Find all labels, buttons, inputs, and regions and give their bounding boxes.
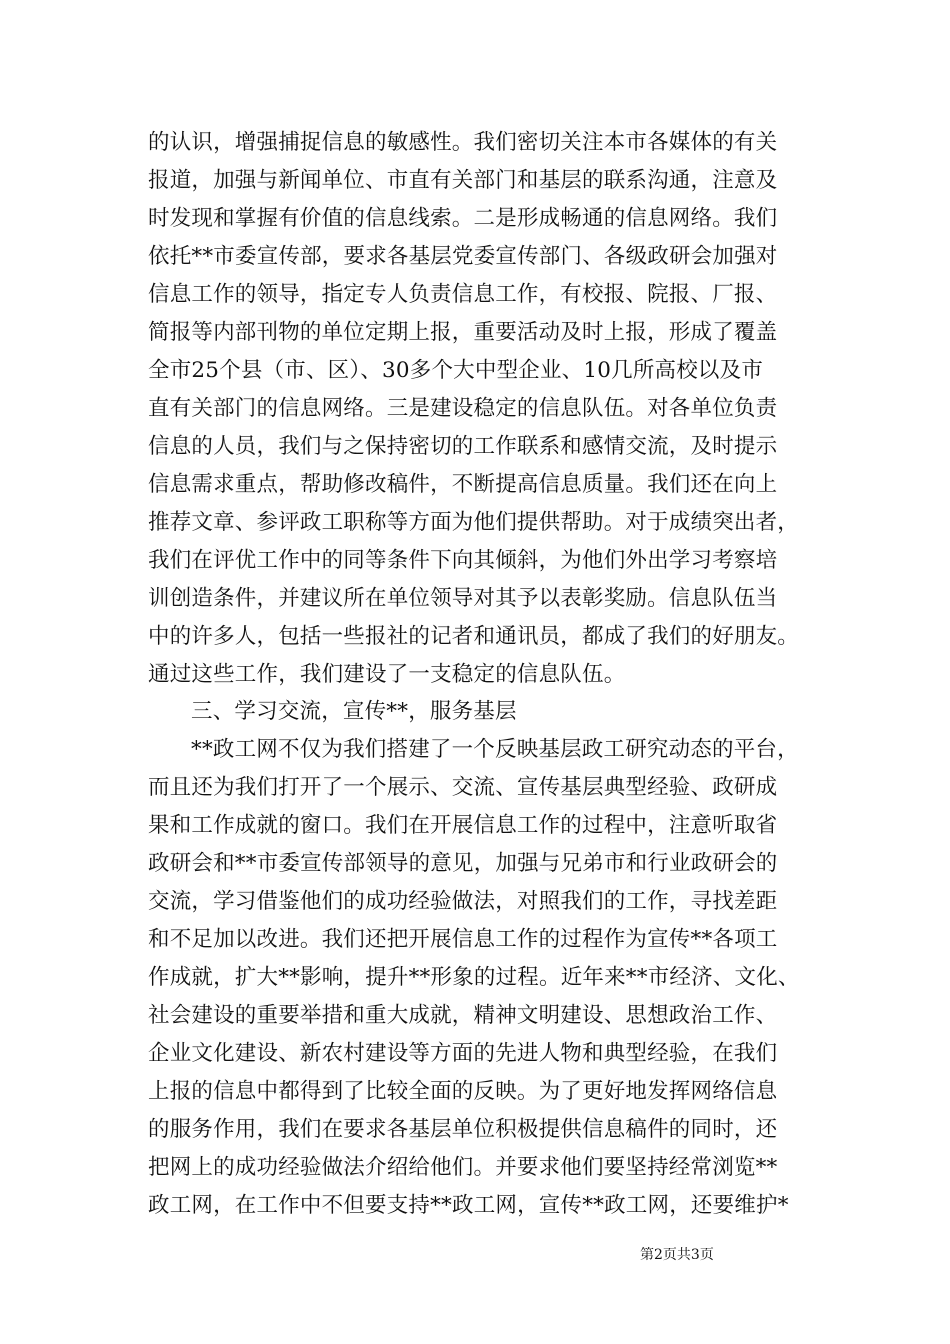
text-line: 作成就，扩大**影响，提升**形象的过程。近年来**市经济、文化、	[148, 965, 800, 990]
text-line: 训创造条件，并建议所在单位领导对其予以表彰奖励。信息队伍当	[148, 586, 778, 611]
text-line: 的服务作用，我们在要求各基层单位积极提供信息稿件的同时，还	[148, 1117, 778, 1142]
text-line: 我们在评优工作中的同等条件下向其倾斜，为他们外出学习考察培	[148, 548, 778, 573]
text-line: 社会建设的重要举措和重大成就，精神文明建设、思想政治工作、	[148, 1003, 778, 1028]
text-line: 政工网，在工作中不但要支持**政工网，宣传**政工网，还要维护*	[148, 1193, 789, 1218]
text-line: 通过这些工作，我们建设了一支稳定的信息队伍。	[148, 662, 626, 687]
text-line: 推荐文章、参评政工职称等方面为他们提供帮助。对于成绩突出者，	[148, 510, 800, 535]
text-line: 中的许多人，包括一些报社的记者和通讯员，都成了我们的好朋友。	[148, 624, 800, 649]
text-line: 而且还为我们打开了一个展示、交流、宣传基层典型经验、政研成	[148, 775, 778, 800]
text-line: 政研会和**市委宣传部领导的意见，加强与兄弟市和行业政研会的	[148, 851, 778, 876]
text-line: 信息需求重点，帮助修改稿件，不断提高信息质量。我们还在向上	[148, 472, 778, 497]
text-line: 时发现和掌握有价值的信息线索。二是形成畅通的信息网络。我们	[148, 206, 778, 231]
text-line: 全市25个县（市、区）、30多个大中型企业、10几所高校以及市	[148, 358, 764, 383]
text-line: 企业文化建设、新农村建设等方面的先进人物和典型经验，在我们	[148, 1041, 778, 1066]
text-line: 和不足加以改进。我们还把开展信息工作的过程作为宣传**各项工	[148, 927, 778, 952]
page-number: 第2页共3页	[640, 1247, 714, 1263]
section-heading: 三、学习交流，宣传**，服务基层	[191, 699, 517, 724]
text-line: 的认识，增强捕捉信息的敏感性。我们密切关注本市各媒体的有关	[148, 130, 778, 155]
text-line: 信息的人员，我们与之保持密切的工作联系和感情交流，及时提示	[148, 434, 778, 459]
text-line: 上报的信息中都得到了比较全面的反映。为了更好地发挥网络信息	[148, 1079, 778, 1104]
text-line: 依托**市委宣传部，要求各基层党委宣传部门、各级政研会加强对	[148, 244, 778, 269]
text-line: 简报等内部刊物的单位定期上报，重要活动及时上报，形成了覆盖	[148, 320, 778, 345]
text-line: 把网上的成功经验做法介绍给他们。并要求他们要坚持经常浏览**	[148, 1155, 778, 1180]
text-line: 信息工作的领导，指定专人负责信息工作，有校报、院报、厂报、	[148, 282, 778, 307]
text-line: 直有关部门的信息网络。三是建设稳定的信息队伍。对各单位负责	[148, 396, 778, 421]
text-line: 交流，学习借鉴他们的成功经验做法，对照我们的工作，寻找差距	[148, 889, 778, 914]
text-line: 果和工作成就的窗口。我们在开展信息工作的过程中，注意听取省	[148, 813, 778, 838]
text-line: 报道，加强与新闻单位、市直有关部门和基层的联系沟通，注意及	[148, 168, 778, 193]
text-line: **政工网不仅为我们搭建了一个反映基层政工研究动态的平台，	[191, 737, 799, 762]
